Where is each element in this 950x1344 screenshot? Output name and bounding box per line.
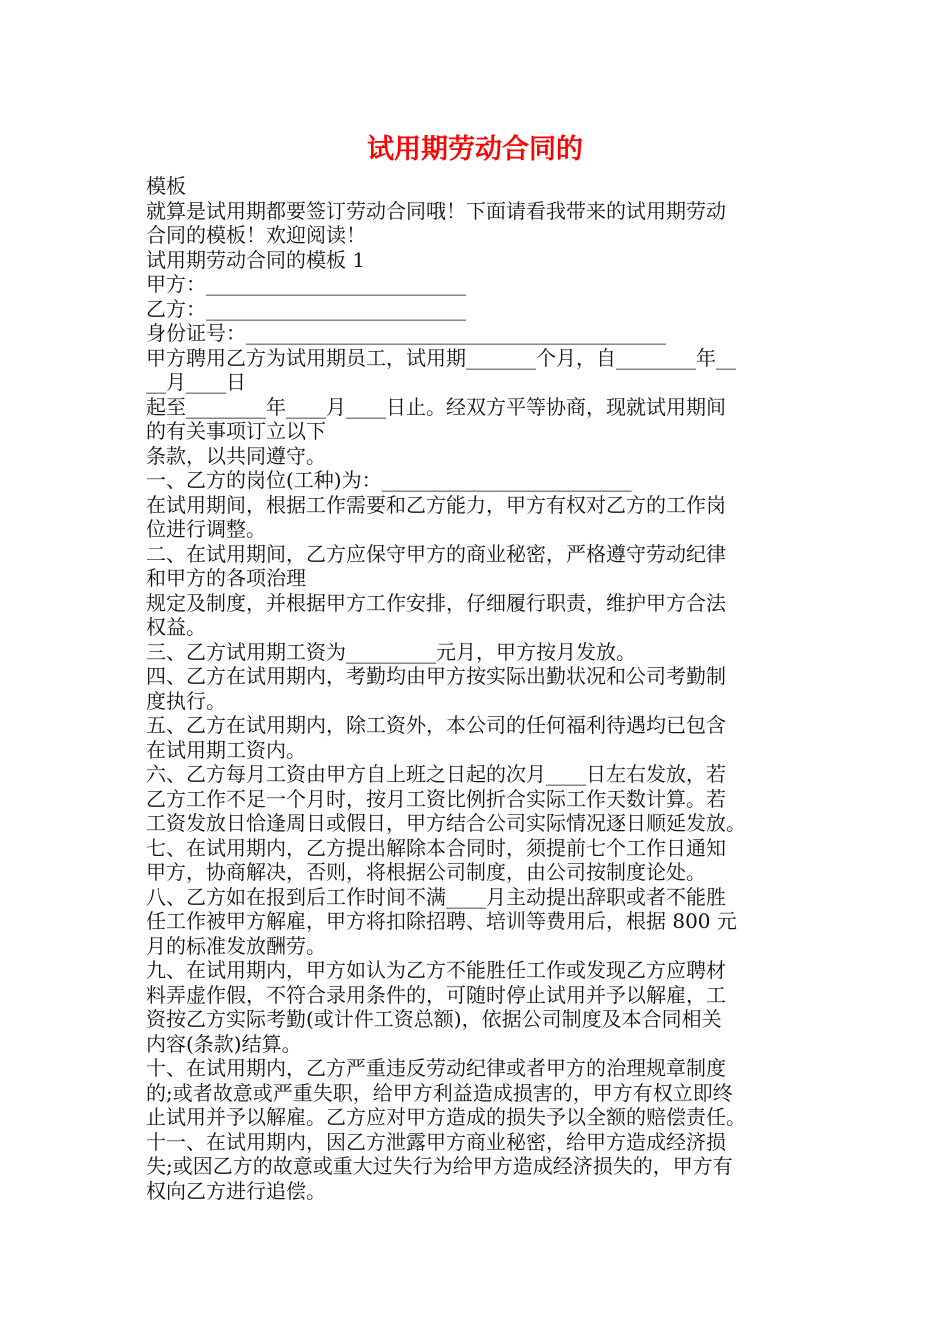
text-line: 权益。	[146, 615, 206, 639]
clause-line: 四、乙方在试用期内，考勤均由甲方按实际出勤状况和公司考勤制	[146, 664, 726, 688]
clause-line: 十、在试用期内，乙方严重违反劳动纪律或者甲方的治理规章制度	[146, 1056, 726, 1080]
text-line: 在试用期间，根据工作需要和乙方能力，甲方有权对乙方的工作岗	[146, 492, 726, 517]
text-line: 和甲方的各项治理	[146, 566, 306, 590]
text-line: 位进行调整。	[146, 517, 266, 541]
text-line: 内容(条款)结算。	[146, 1031, 302, 1056]
text-line: 月的标准发放酬劳。	[146, 933, 326, 958]
text-line: 止试用并予以解雇。乙方应对甲方造成的损失予以全额的赔偿责任。	[146, 1105, 746, 1129]
text-line: 合同的模板！欢迎阅读！	[146, 223, 366, 247]
text-line: 在试用期工资内。	[146, 737, 306, 762]
text-line: 甲方聘用乙方为试用期员工，试用期_______个月，自________年__	[146, 345, 736, 370]
clause-line: 九、在试用期内，甲方如认为乙方不能胜任工作或发现乙方应聘材	[146, 958, 726, 982]
clause-line: 十一、在试用期内，因乙方泄露甲方商业秘密，给甲方造成经济损	[146, 1129, 726, 1154]
text-line: 任工作被甲方解雇，甲方将扣除招聘、培训等费用后，根据 800 元	[146, 909, 737, 933]
text-line: 料弄虚作假，不符合录用条件的，可随时停止试用并予以解雇，工	[146, 982, 726, 1007]
text-line: 模板	[146, 174, 186, 198]
clause-line: 八、乙方如在报到后工作时间不满____月主动提出辞职或者不能胜	[146, 884, 726, 909]
clause-line: 二、在试用期间，乙方应保守甲方的商业秘密，严格遵守劳动纪律	[146, 541, 726, 566]
text-line: 条款，以共同遵守。	[146, 443, 326, 468]
text-line: __月____日	[146, 370, 246, 394]
clause-line: 一、乙方的岗位(工种)为：_________________________	[146, 468, 632, 492]
text-line: 资按乙方实际考勤(或计件工资总额)，依据公司制度及本合同相关	[146, 1007, 722, 1031]
text-line: 工资发放日恰逢周日或假日，甲方结合公司实际情况逐日顺延发放。	[146, 811, 746, 835]
text-line: 试用期劳动合同的模板 1	[146, 247, 366, 272]
text-line: 的有关事项订立以下	[146, 419, 326, 443]
text-line: 起至________年____月____日止。经双方平等协商，现就试用期间	[146, 394, 726, 419]
clause-line: 五、乙方在试用期内，除工资外，本公司的任何福利待遇均已包含	[146, 713, 726, 737]
text-line: 失;或因乙方的故意或重大过失行为给甲方造成经济损失的，甲方有	[146, 1154, 733, 1178]
clause-line: 六、乙方每月工资由甲方自上班之日起的次月____日左右发放，若	[146, 762, 726, 786]
id-number-field: 身份证号：__________________________________________	[146, 321, 666, 345]
party-b-field: 乙方：__________________________	[146, 296, 466, 321]
text-line: 的;或者故意或严重失职，给甲方利益造成损害的，甲方有权立即终	[146, 1080, 733, 1105]
text-line: 度执行。	[146, 688, 226, 713]
clause-line: 三、乙方试用期工资为_________元月，甲方按月发放。	[146, 639, 636, 664]
clause-line: 七、在试用期内，乙方提出解除本合同时，须提前七个工作日通知	[146, 835, 726, 860]
text-line: 规定及制度，并根据甲方工作安排，仔细履行职责，维护甲方合法	[146, 590, 726, 615]
document-title: 试用期劳动合同的	[367, 134, 583, 165]
text-line: 权向乙方进行追偿。	[146, 1178, 326, 1203]
party-a-field: 甲方：__________________________	[146, 272, 466, 296]
document-body	[146, 174, 811, 1203]
text-line: 乙方工作不足一个月时，按月工资比例折合实际工作天数计算。若	[146, 786, 726, 811]
text-line: 就算是试用期都要签订劳动合同哦！下面请看我带来的试用期劳动	[146, 198, 726, 223]
text-line: 甲方，协商解决，否则，将根据公司制度，由公司按制度论处。	[146, 860, 706, 884]
